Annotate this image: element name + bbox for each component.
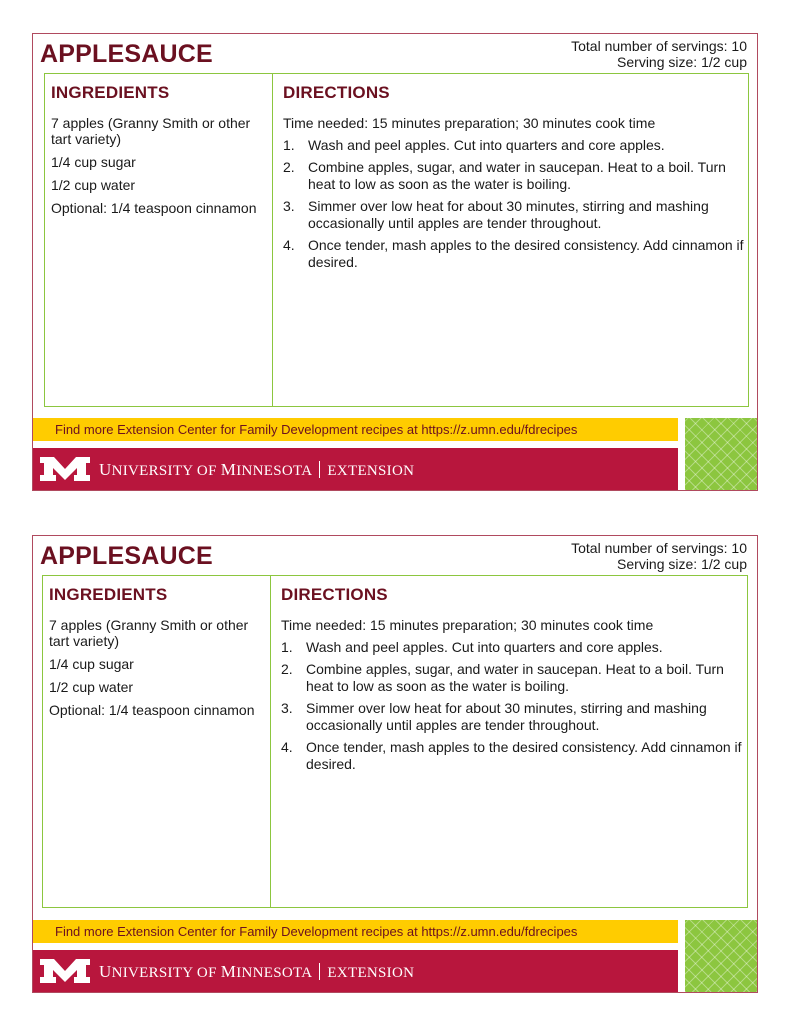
step-number: 1. [283,137,295,153]
recipe-content-box [42,575,748,908]
university-m-logo-icon [38,955,92,987]
ingredients-heading: INGREDIENTS [49,585,168,604]
step-number: 3. [283,198,295,214]
extension-label: EXTENSION [327,463,415,479]
serving-size: Serving size: 1/2 cup [617,54,747,70]
recipe-content-box [44,73,749,407]
direction-step [281,661,747,695]
ingredient-item: Optional: 1/4 teaspoon cinnamon [51,200,257,216]
step-text: Wash and peel apples. Cut into quarters and core apples. [306,639,663,655]
ingredient-item: 1/2 cup water [49,679,134,695]
wordmark-divider [319,963,320,980]
step-text: Simmer over low heat for about 30 minutes, stirring and mashing occasionally until apples are tender throughout. [308,198,709,231]
step-text: Once tender, mash apples to the desired consistency. Add cinnamon if desired. [308,237,744,270]
directions-column [271,576,747,907]
recipe-card [32,535,758,993]
ingredient-item: Optional: 1/4 teaspoon cinnamon [49,702,255,718]
direction-step [283,159,748,193]
step-number: 1. [281,639,293,655]
step-number: 4. [281,739,293,755]
servings-info [571,540,747,572]
ingredients-column [45,74,273,406]
ingredient-item: 7 apples (Granny Smith or other tart variety) [49,617,249,649]
ingredients-column [43,576,271,907]
ingredient-item: 1/4 cup sugar [51,154,136,170]
direction-step [281,700,747,734]
directions-column [273,74,748,406]
step-text: Simmer over low heat for about 30 minutes, stirring and mashing occasionally until apples are tender throughout. [306,700,707,733]
ingredients-heading: INGREDIENTS [51,83,170,102]
directions-heading: DIRECTIONS [283,83,390,102]
direction-step [281,639,747,656]
recipes-link-banner [33,920,678,943]
time-needed: Time needed: 15 minutes preparation; 30 minutes cook time [283,115,656,131]
extension-label: EXTENSION [327,965,415,981]
ingredient-item: 7 apples (Granny Smith or other tart variety) [51,115,251,147]
recipes-link-text[interactable]: Find more Extension Center for Family Development recipes at https://z.umn.edu/fdrecipes [55,924,578,939]
step-text: Wash and peel apples. Cut into quarters and core apples. [308,137,665,153]
green-crosshatch-pattern [685,418,757,490]
university-m-logo-icon [38,453,92,485]
recipe-card [32,33,758,491]
serving-size: Serving size: 1/2 cup [617,556,747,572]
university-wordmark: UNIVERSITY OF MINNESOTA EXTENSION [99,460,415,479]
step-number: 2. [283,159,295,175]
step-number: 4. [283,237,295,253]
direction-step [283,198,748,232]
wordmark-divider [319,461,320,478]
recipe-title: APPLESAUCE [40,542,213,570]
time-needed: Time needed: 15 minutes preparation; 30 minutes cook time [281,617,654,633]
recipes-link-banner [33,418,678,441]
servings-info [571,38,747,70]
university-wordmark: UNIVERSITY OF MINNESOTA EXTENSION [99,962,415,981]
direction-step [283,237,748,271]
direction-step [281,739,747,773]
directions-list [281,639,747,773]
step-text: Combine apples, sugar, and water in saucepan. Heat to a boil. Turn heat to low as soon as the water is boiling. [306,661,724,694]
directions-heading: DIRECTIONS [281,585,388,604]
step-text: Once tender, mash apples to the desired consistency. Add cinnamon if desired. [306,739,742,772]
direction-step [283,137,748,154]
servings-total: Total number of servings: 10 [571,540,747,556]
step-number: 2. [281,661,293,677]
ingredient-item: 1/2 cup water [51,177,136,193]
footer-brand-bar [33,448,678,490]
directions-list [283,137,748,271]
servings-total: Total number of servings: 10 [571,38,747,54]
ingredient-item: 1/4 cup sugar [49,656,134,672]
recipe-title: APPLESAUCE [40,40,213,68]
step-text: Combine apples, sugar, and water in saucepan. Heat to a boil. Turn heat to low as soon as the water is boiling. [308,159,726,192]
footer-brand-bar [33,950,678,992]
recipes-link-text[interactable]: Find more Extension Center for Family Development recipes at https://z.umn.edu/fdrecipes [55,422,578,437]
green-crosshatch-pattern [685,920,757,992]
step-number: 3. [281,700,293,716]
